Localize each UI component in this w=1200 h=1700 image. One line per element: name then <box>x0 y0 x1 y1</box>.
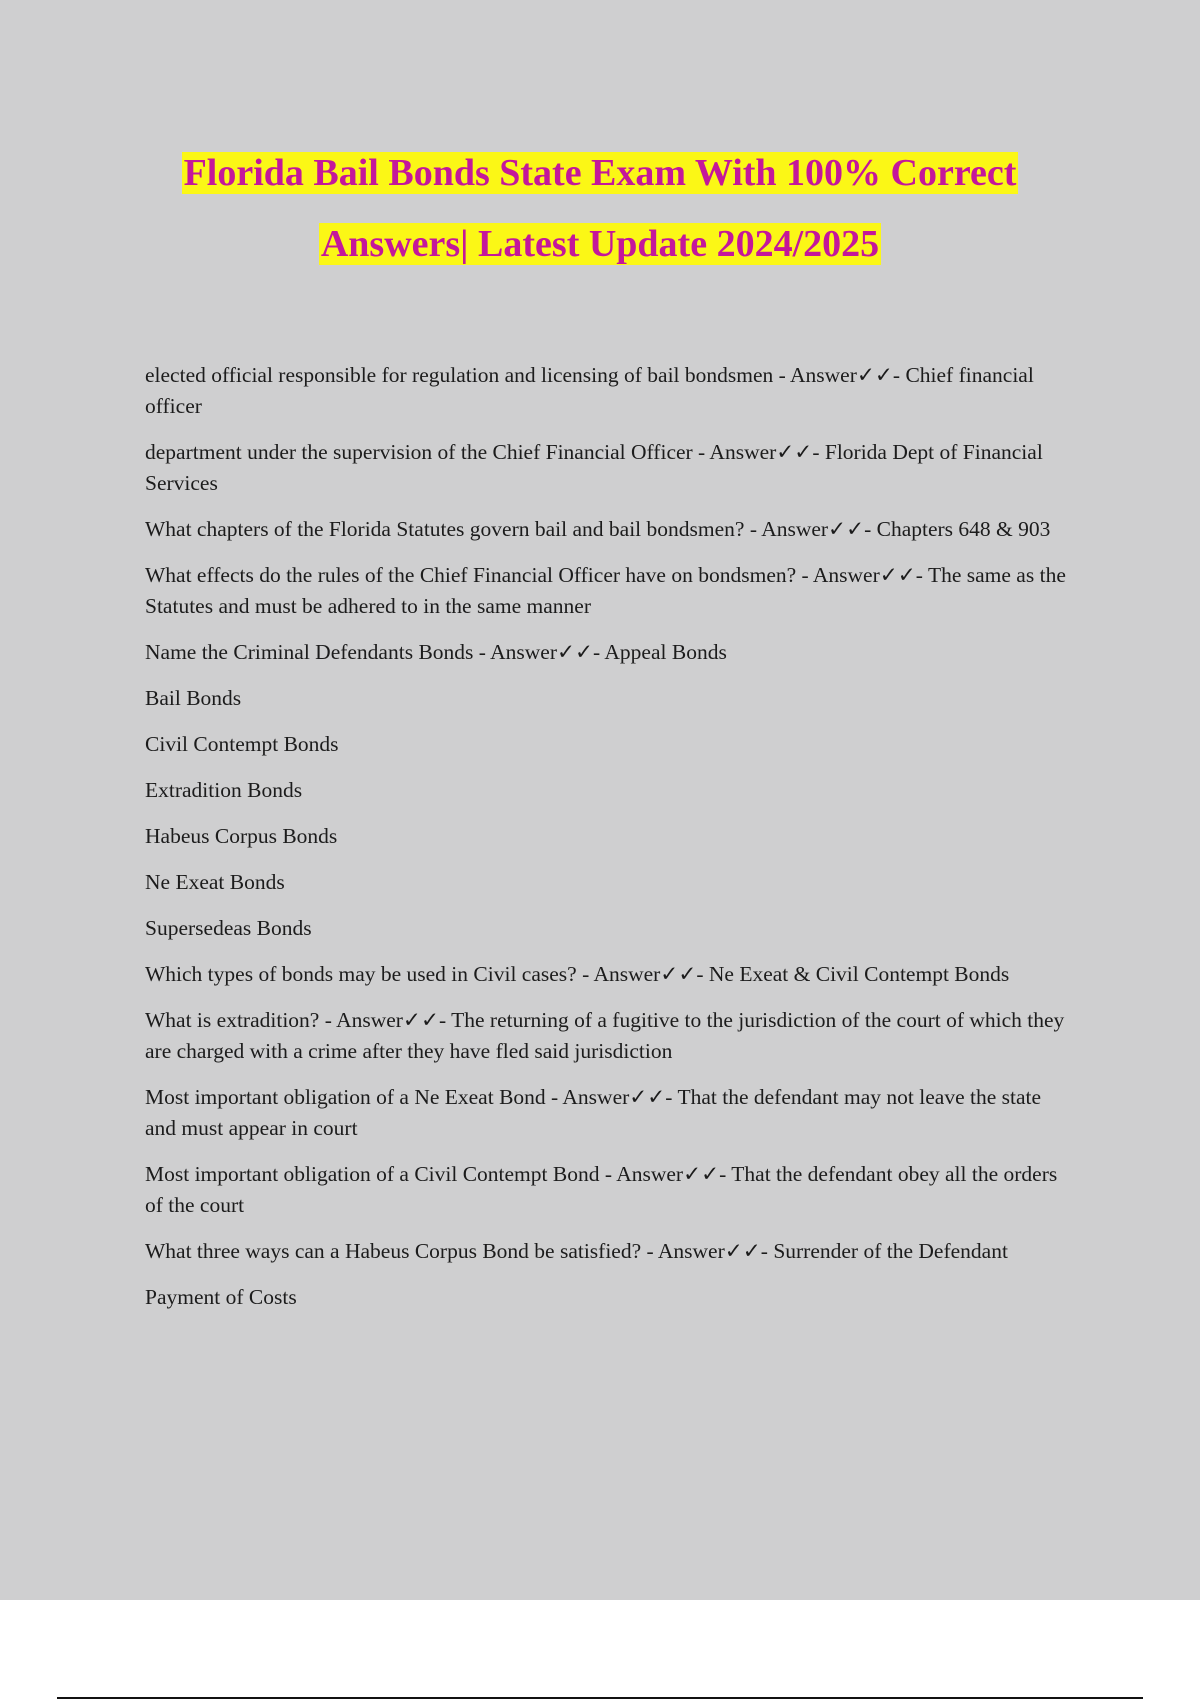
answer-marker: Answer✓✓- <box>812 563 928 587</box>
qa-item <box>145 514 1075 545</box>
qa-item <box>145 437 1075 499</box>
answer-text: Florida Dept of Financial Services <box>145 440 1043 495</box>
footer-divider <box>57 1697 1143 1699</box>
qa-item <box>145 959 1075 990</box>
question-text: What chapters of the Florida Statutes govern bail and bail bondsmen? - <box>145 517 762 541</box>
qa-item <box>145 1159 1075 1221</box>
answer-continuation: Civil Contempt Bonds <box>145 732 339 756</box>
answer-continuation: Payment of Costs <box>145 1285 297 1309</box>
answer-marker: Answer✓✓- <box>616 1162 732 1186</box>
answer-marker: Answer✓✓- <box>761 517 877 541</box>
question-text: elected official responsible for regulation and licensing of bail bondsmen - <box>145 363 791 387</box>
answer-marker: Answer✓✓- <box>490 640 605 664</box>
question-text: department under the supervision of the Chief Financial Officer - <box>145 440 710 464</box>
qa-item <box>145 1082 1075 1144</box>
question-text: Name the Criminal Defendants Bonds - <box>145 640 491 664</box>
answer-marker: Answer✓✓- <box>790 363 906 387</box>
question-text: What is extradition? - <box>145 1008 337 1032</box>
question-text: What effects do the rules of the Chief Financial Officer have on bondsmen? - <box>145 563 813 587</box>
answer-marker: Answer✓✓- <box>709 440 825 464</box>
answer-continuation: Bail Bonds <box>145 686 242 710</box>
answer-text: That the defendant obey all the orders of the court <box>145 1162 1058 1217</box>
answer-text: Ne Exeat & Civil Contempt Bonds <box>708 962 1010 986</box>
qa-item <box>145 1005 1075 1067</box>
answer-marker: Answer✓✓- <box>593 962 709 986</box>
answer-continuation: Supersedeas Bonds <box>145 916 312 940</box>
answer-text: The returning of a fugitive to the jurisdiction of the court of which they are charged with a crime after they have fled said jurisdiction <box>145 1008 1065 1063</box>
question-text: Most important obligation of a Civil Contempt Bond - <box>145 1162 617 1186</box>
answer-marker: Answer✓✓- <box>657 1239 774 1263</box>
answer-marker: Answer✓✓- <box>336 1008 452 1032</box>
qa-item <box>145 360 1075 422</box>
qa-list <box>145 360 1075 1328</box>
answer-text: Chapters 648 & 903 <box>876 517 1051 541</box>
qa-item <box>145 560 1075 622</box>
question-text: Most important obligation of a Ne Exeat Bond - <box>145 1085 563 1109</box>
answer-text: Chief financial officer <box>145 363 1034 418</box>
question-text: What three ways can a Habeus Corpus Bond be satisfied? - <box>145 1239 658 1263</box>
answer-text: Appeal Bonds <box>604 640 727 664</box>
title-line-2: Answers| Latest Update 2024/2025 <box>320 223 880 265</box>
qa-item <box>145 637 1075 668</box>
answer-continuation: Habeus Corpus Bonds <box>145 824 338 848</box>
answer-text: Surrender of the Defendant <box>773 1239 1008 1263</box>
title-line-1: Florida Bail Bonds State Exam With 100% Correct <box>183 152 1017 194</box>
document-title <box>0 138 1200 280</box>
answer-marker: Answer✓✓- <box>562 1085 678 1109</box>
question-text: Which types of bonds may be used in Civil cases? - <box>145 962 594 986</box>
answer-continuation: Extradition Bonds <box>145 778 303 802</box>
answer-text: That the defendant may not leave the state and must appear in court <box>145 1085 1042 1140</box>
answer-continuation: Ne Exeat Bonds <box>145 870 285 894</box>
answer-text: The same as the Statutes and must be adhered to in the same manner <box>145 563 1066 618</box>
qa-item <box>145 1236 1075 1267</box>
